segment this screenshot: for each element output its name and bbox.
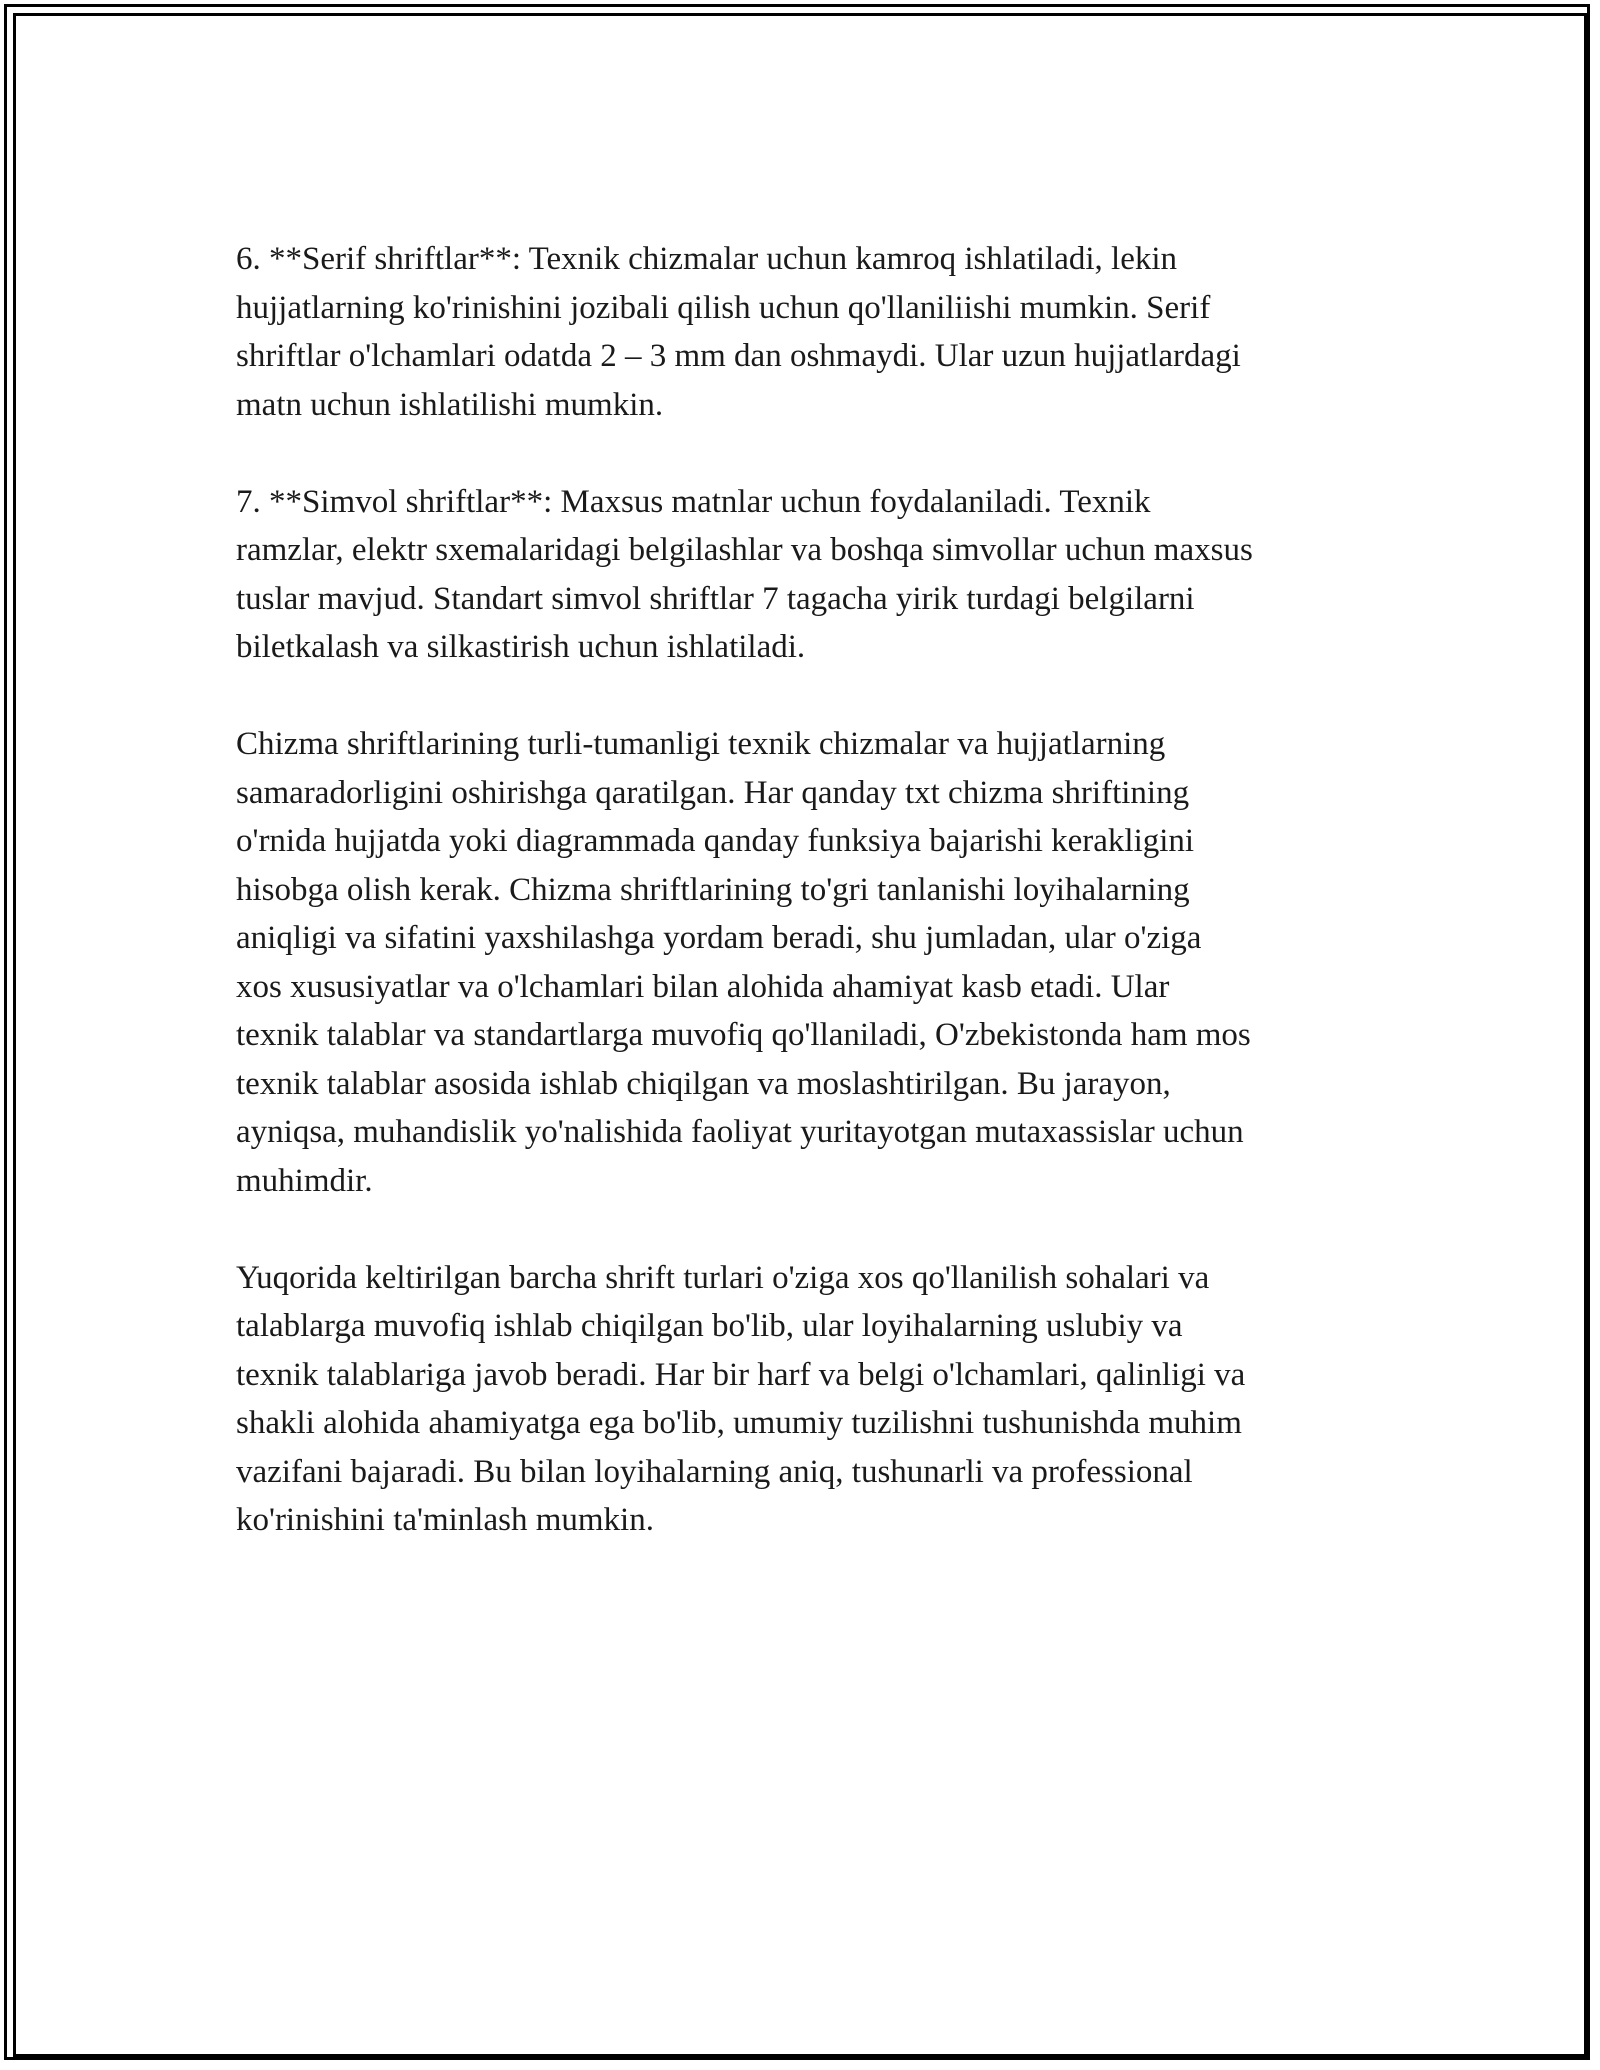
text-line: ramzlar, elektr sxemalaridagi belgilashlar va boshqa simvollar uchun maxsus [236, 532, 1253, 568]
text-line: aniqligi va sifatini yaxshilashga yordam beradi, shu jumladan, ular o'ziga [236, 920, 1202, 956]
text-line: shriftlar o'lchamlari odatda 2 – 3 mm dan oshmaydi. Ular uzun hujjatlardagi [236, 338, 1241, 374]
text-line: xos xususiyatlar va o'lchamlari bilan alohida ahamiyat kasb etadi. Ular [236, 968, 1170, 1005]
text-line: ayniqsa, muhandislik yo'nalishida faoliyat yuritayotgan mutaxassislar uchun [236, 1114, 1244, 1150]
text-line: matn uchun ishlatilishi mumkin. [236, 386, 664, 423]
text-line: hisobga olish kerak. Chizma shriftlarining to'gri tanlanishi loyihalarning [236, 871, 1190, 908]
text-line: texnik talablar asosida ishlab chiqilgan va moslashtirilgan. Bu jarayon, [236, 1065, 1171, 1102]
paragraph-symbol-fonts [236, 478, 1386, 672]
text-line: ko'rinishini ta'minlash mumkin. [236, 1502, 654, 1538]
text-line: Chizma shriftlarining turli-tumanligi texnik chizmalar va hujjatlarning [236, 726, 1166, 762]
text-line: vazifani bajaradi. Bu bilan loyihalarning aniq, tushunarli va professional [236, 1453, 1193, 1490]
text-line: shakli alohida ahamiyatga ega bo'lib, umumiy tuzilishni tushunishda muhim [236, 1405, 1242, 1441]
text-line: samaradorligini oshirishga qaratilgan. Har qanday txt chizma shriftining [236, 774, 1190, 811]
text-line: o'rnida hujjatda yoki diagrammada qanday funksiya bajarishi kerakligini [236, 823, 1195, 859]
text-line: texnik talablar va standartlarga muvofiq qo'llaniladi, O'zbekistonda ham mos [236, 1017, 1251, 1053]
text-line: talablarga muvofiq ishlab chiqilgan bo'lib, ular loyihalarning uslubiy va [236, 1308, 1183, 1344]
text-line: texnik talablariga javob beradi. Har bir harf va belgi o'lchamlari, qalinligi va [236, 1356, 1246, 1393]
text-line: 7. **Simvol shriftlar**: Maxsus matnlar uchun foydalaniladi. Texnik [236, 483, 1151, 520]
text-line: muhimdir. [236, 1162, 373, 1199]
paragraph-conclusion [236, 1254, 1386, 1545]
text-line: biletkalash va silkastirish uchun ishlatiladi. [236, 629, 806, 665]
paragraph-serif-fonts [236, 235, 1386, 429]
text-line: Yuqorida keltirilgan barcha shrift turlari o'ziga xos qo'llanilish sohalari va [236, 1259, 1210, 1296]
text-line: tuslar mavjud. Standart simvol shriftlar 7 tagacha yirik turdagi belgilarni [236, 580, 1195, 617]
document-body [236, 235, 1386, 1593]
paragraph-font-variety [236, 720, 1386, 1205]
text-line: hujjatlarning ko'rinishini jozibali qilish uchun qo'llaniliishi mumkin. Serif [236, 289, 1211, 326]
text-line: 6. **Serif shriftlar**: Texnik chizmalar uchun kamroq ishlatiladi, lekin [236, 241, 1178, 277]
